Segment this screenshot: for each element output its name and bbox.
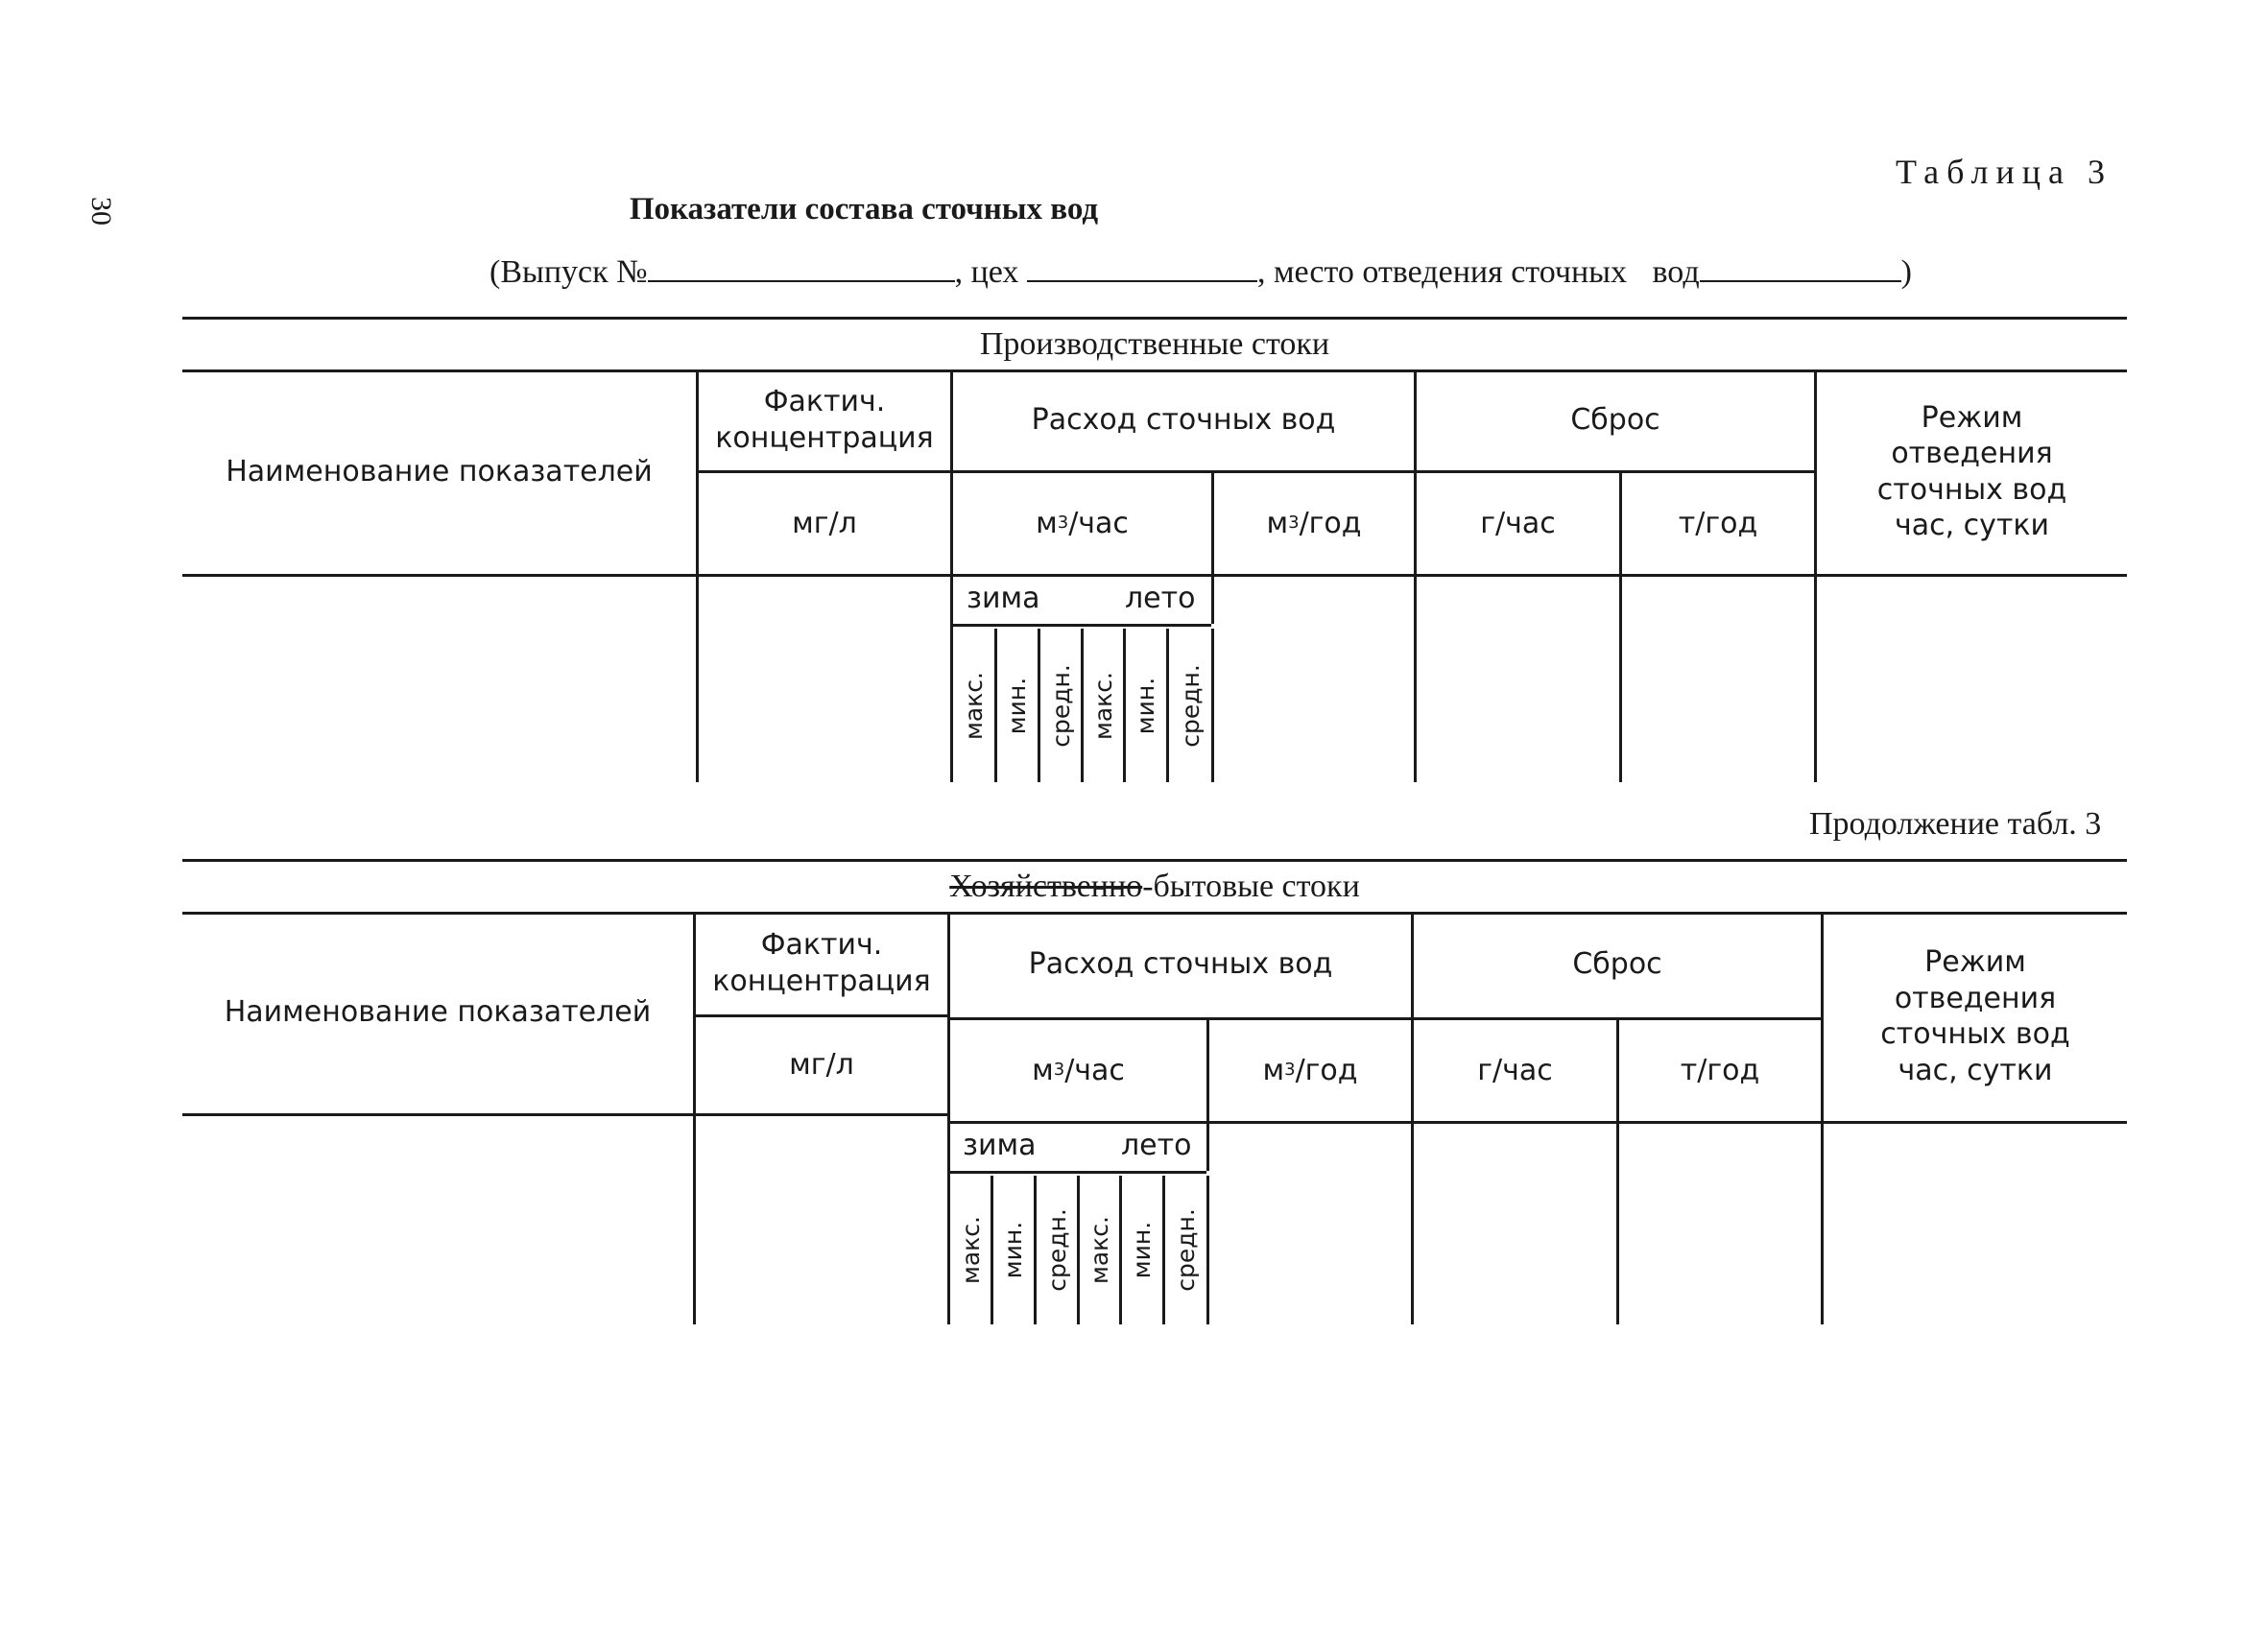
unit-m: м bbox=[1032, 1053, 1054, 1087]
page-number: 30 bbox=[85, 197, 117, 226]
unit-m: м bbox=[1266, 506, 1289, 540]
sub-min: мин. bbox=[1003, 677, 1032, 734]
header-name: Наименование показателей bbox=[224, 995, 652, 1030]
season-winter: зима bbox=[963, 1129, 1037, 1162]
sub-avg: средн. bbox=[1042, 1208, 1071, 1292]
section-title-struck: Хозяйственно bbox=[949, 869, 1143, 904]
rule bbox=[182, 859, 2127, 862]
unit-flow-year: /год bbox=[1295, 1053, 1358, 1087]
header-discharge-year: т/год bbox=[1680, 1053, 1760, 1087]
sub-avg: средн. bbox=[1172, 1208, 1201, 1292]
rule bbox=[182, 574, 2127, 577]
header-flow: Расход сточных вод bbox=[1028, 947, 1333, 982]
rule bbox=[947, 1121, 2127, 1124]
header-flow-hour bbox=[953, 473, 1211, 574]
issue-number-field[interactable] bbox=[648, 251, 955, 282]
unit-m: м bbox=[1262, 1053, 1285, 1087]
header-concentration: Фактич. концентрация bbox=[715, 385, 934, 455]
header-name: Наименование показателей bbox=[226, 454, 653, 488]
header-regime: Режим отведения сточных вод час, сутки bbox=[1880, 945, 2070, 1087]
header-concentration-unit: мг/л bbox=[792, 506, 857, 540]
sub-avg: средн. bbox=[1046, 663, 1075, 748]
workshop-label: , цех bbox=[954, 254, 1019, 290]
header-regime: Режим отведения сточных вод час, сутки bbox=[1876, 400, 2067, 542]
sub-min: мин. bbox=[999, 1221, 1028, 1279]
issue-suffix: ) bbox=[1900, 254, 1912, 290]
workshop-field[interactable] bbox=[1027, 251, 1257, 282]
discharge-place-label: , место отведения сточных bbox=[1256, 254, 1627, 290]
issue-line bbox=[489, 251, 1912, 291]
section-title-rest: -бытовые стоки bbox=[1142, 869, 1360, 904]
sub-max: макс. bbox=[960, 671, 989, 740]
issue-prefix: (Выпуск № bbox=[489, 254, 648, 290]
rule bbox=[947, 1171, 1206, 1174]
sub-max: макс. bbox=[956, 1216, 985, 1284]
discharge-place-label-2: вод bbox=[1652, 254, 1700, 290]
header-flow: Расход сточных вод bbox=[1031, 402, 1336, 437]
unit-flow-hour: /час bbox=[1064, 1053, 1125, 1087]
section-title bbox=[182, 869, 2127, 905]
sub-max: макс. bbox=[1089, 671, 1118, 740]
header-concentration: Фактич. концентрация bbox=[712, 928, 931, 998]
section-title: Производственные стоки bbox=[979, 326, 1330, 362]
rule bbox=[1206, 1176, 1209, 1324]
season-summer: лето bbox=[1125, 582, 1196, 615]
unit-flow-hour: /час bbox=[1068, 506, 1129, 540]
unit-sup: 3 bbox=[1284, 1060, 1296, 1081]
season-summer: лето bbox=[1121, 1129, 1192, 1162]
header-discharge-hour: г/час bbox=[1480, 506, 1556, 540]
sub-min: мин. bbox=[1132, 677, 1160, 734]
unit-sup: 3 bbox=[1288, 512, 1300, 534]
discharge-place-field[interactable] bbox=[1700, 251, 1901, 282]
rule bbox=[182, 317, 2127, 320]
header-discharge: Сброс bbox=[1570, 402, 1660, 437]
header-flow-year bbox=[1214, 473, 1414, 574]
unit-sup: 3 bbox=[1057, 512, 1069, 534]
unit-m: м bbox=[1036, 506, 1058, 540]
continuation-label: Продолжение табл. 3 bbox=[1809, 806, 2102, 842]
sub-max: макс. bbox=[1086, 1216, 1114, 1284]
header-concentration-unit: мг/л bbox=[789, 1048, 854, 1083]
sub-avg: средн. bbox=[1176, 663, 1205, 748]
header-discharge-year: т/год bbox=[1678, 506, 1758, 540]
page-title: Показатели состава сточных вод bbox=[629, 192, 1099, 226]
header-discharge-hour: г/час bbox=[1477, 1053, 1553, 1087]
season-winter: зима bbox=[967, 582, 1040, 615]
table-label: Таблица 3 bbox=[1896, 153, 2113, 191]
unit-sup: 3 bbox=[1053, 1060, 1065, 1081]
rule bbox=[1211, 629, 1214, 782]
rule bbox=[950, 624, 1211, 627]
header-flow-year bbox=[1209, 1020, 1411, 1121]
header-flow-hour bbox=[950, 1020, 1206, 1121]
rule bbox=[182, 1113, 947, 1116]
unit-flow-year: /год bbox=[1299, 506, 1362, 540]
header-discharge: Сброс bbox=[1572, 947, 1662, 982]
sub-min: мин. bbox=[1128, 1221, 1157, 1279]
